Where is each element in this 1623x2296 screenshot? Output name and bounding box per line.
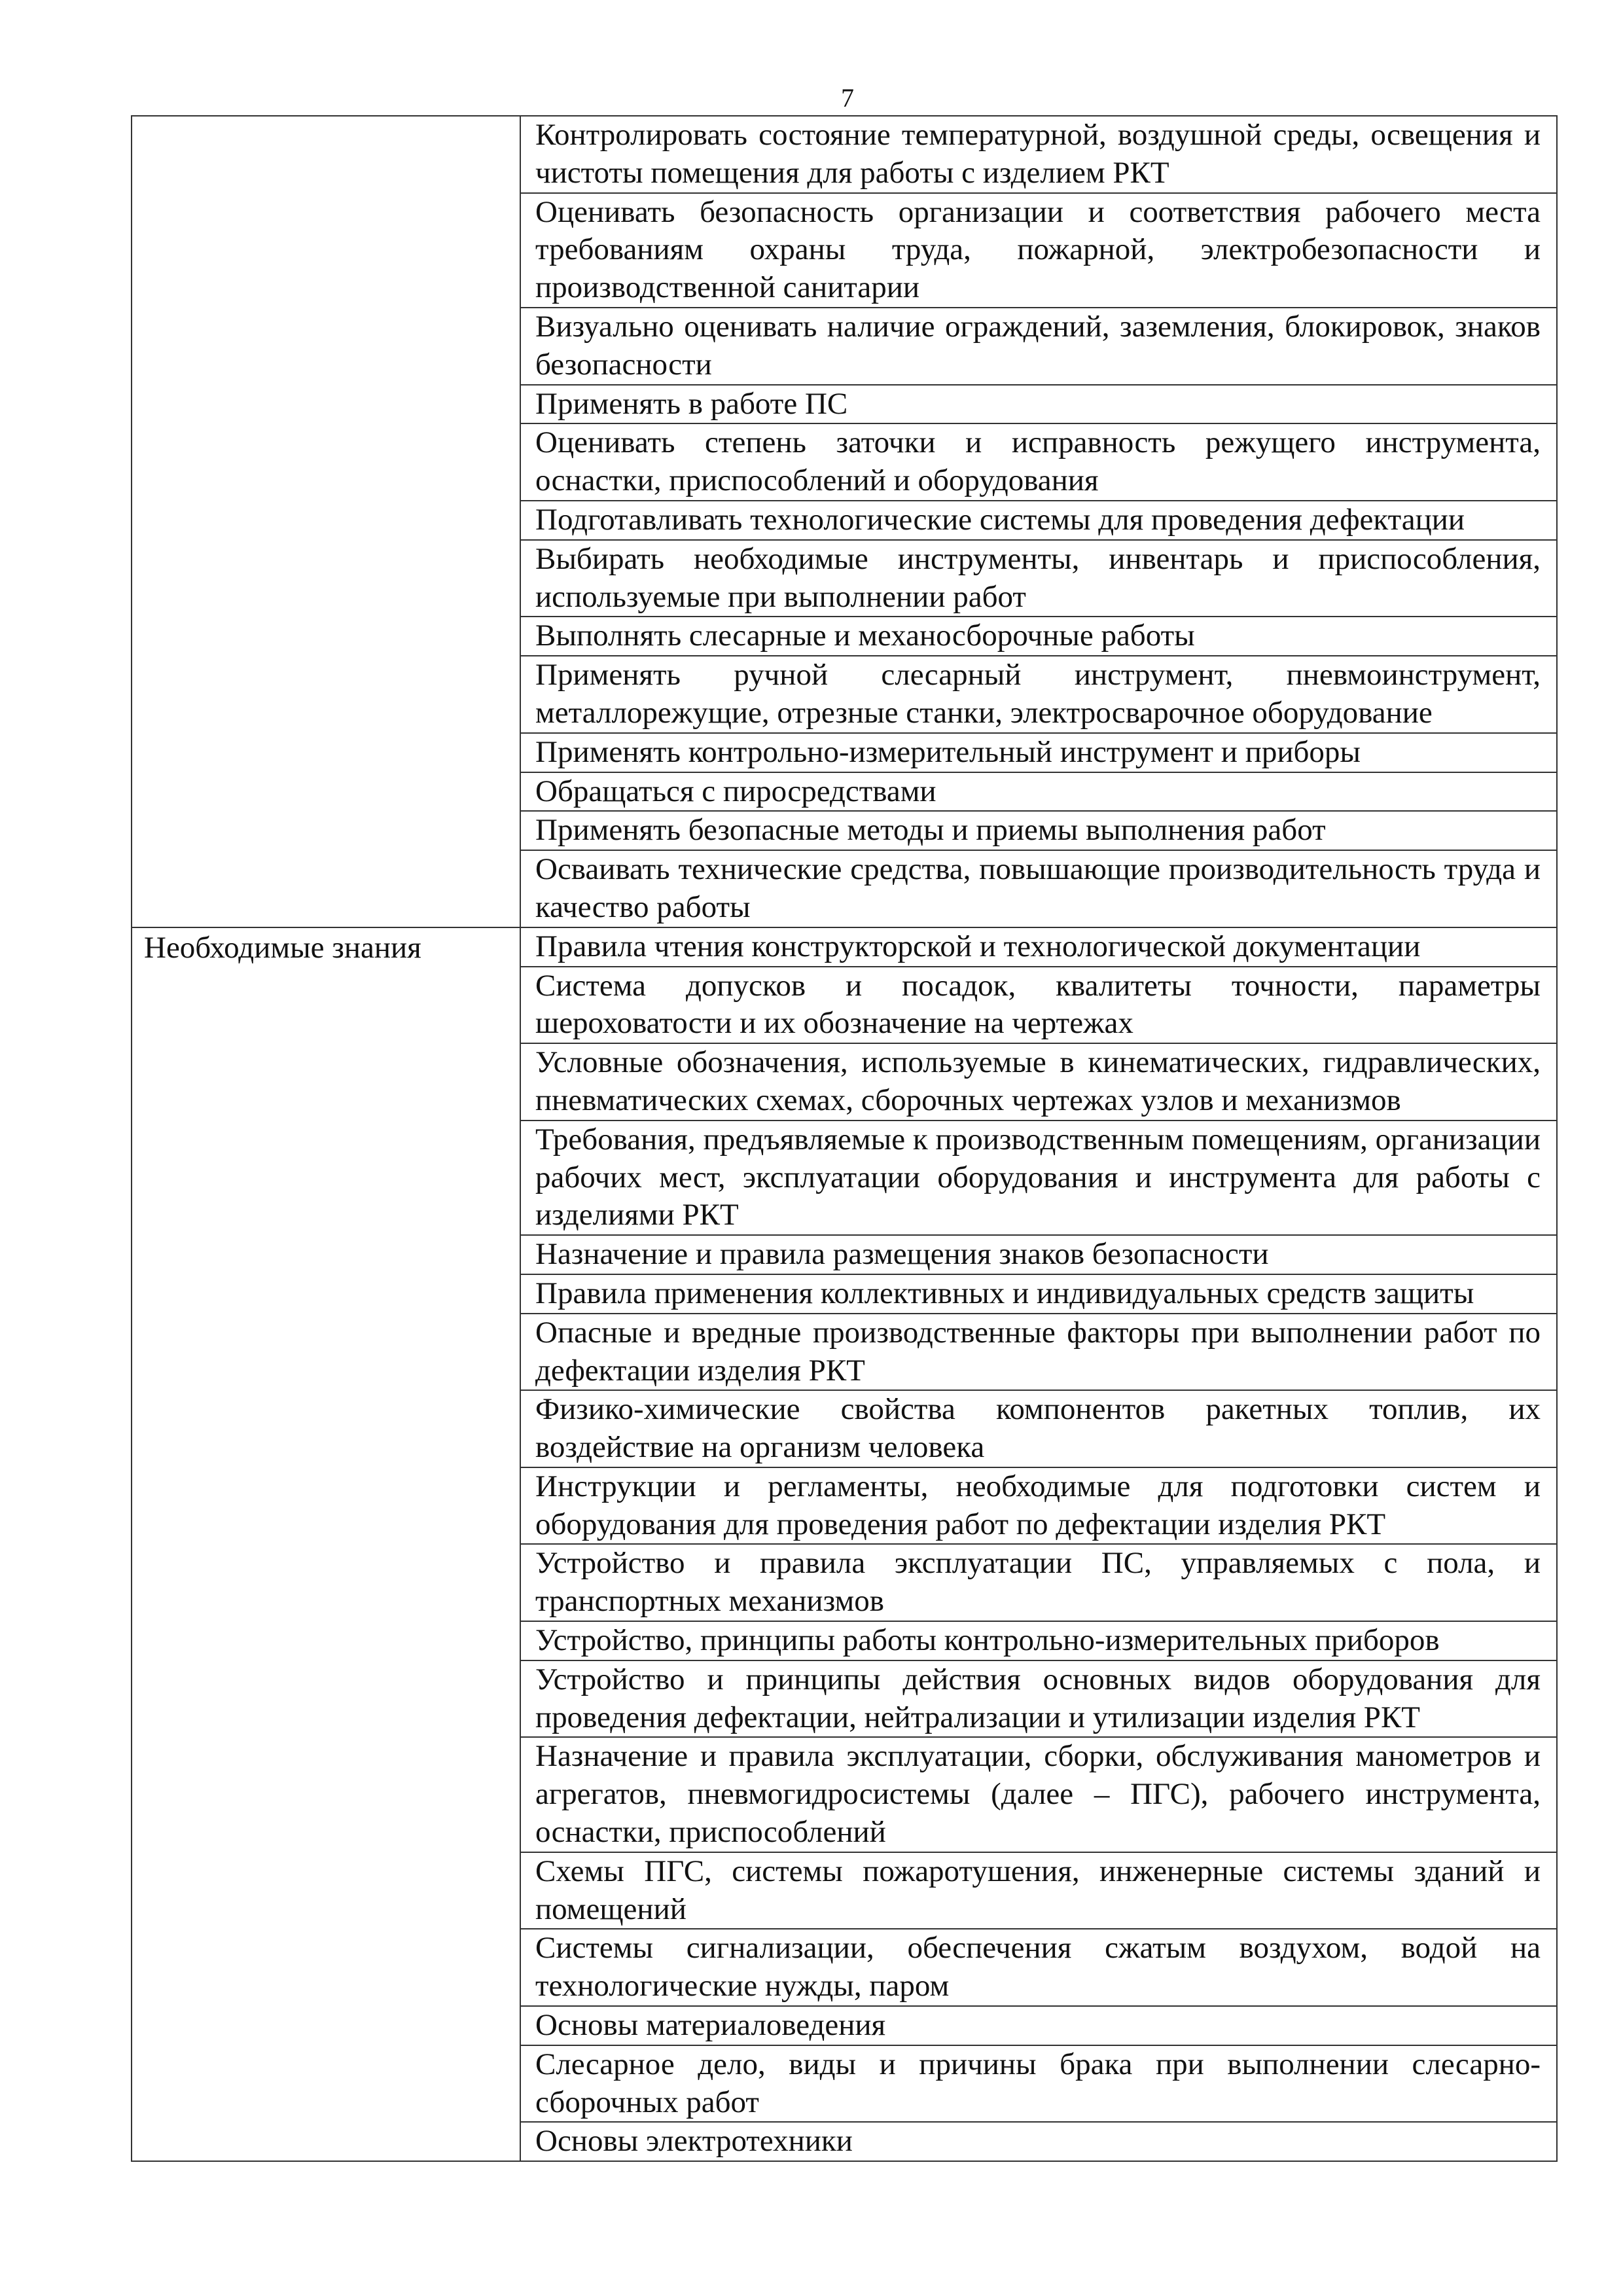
knowledge-item: Слесарное дело, виды и причины брака при выполнении слесарно-сборочных работ	[520, 2045, 1557, 2123]
skill-item: Обращаться с пиросредствами	[520, 772, 1557, 812]
knowledge-item: Опасные и вредные производственные факторы при выполнении работ по дефектации изделия РКТ	[520, 1314, 1557, 1391]
knowledge-item: Устройство и правила эксплуатации ПС, управляемых с пола, и транспортных механизмов	[520, 1544, 1557, 1621]
skill-item: Подготавливать технологические системы для проведения дефектации	[520, 501, 1557, 540]
knowledge-item: Системы сигнализации, обеспечения сжатым воздухом, водой на технологические нужды, паром	[520, 1929, 1557, 2006]
knowledge-item: Основы материаловедения	[520, 2006, 1557, 2045]
knowledge-item: Инструкции и регламенты, необходимые для подготовки систем и оборудования для проведения работ по дефектации изделия РКТ	[520, 1467, 1557, 1545]
skill-item: Применять в работе ПС	[520, 385, 1557, 424]
knowledge-label-cell: Необходимые знания	[132, 927, 520, 2162]
knowledge-item: Правила чтения конструкторской и технологической документации	[520, 927, 1557, 967]
skill-item: Применять контрольно-измерительный инструмент и приборы	[520, 733, 1557, 772]
requirements-table	[131, 115, 1558, 2162]
knowledge-item: Физико-химические свойства компонентов ракетных топлив, их воздействие на организм человека	[520, 1390, 1557, 1467]
knowledge-item: Устройство и принципы действия основных видов оборудования для проведения дефектации, нейтрализации и утилизации изделия РКТ	[520, 1660, 1557, 1738]
knowledge-item: Назначение и правила эксплуатации, сборки, обслуживания манометров и агрегатов, пневмогидросистемы (далее – ПГС), рабочего инструмента, оснастки, приспособлений	[520, 1737, 1557, 1852]
skill-item: Применять ручной слесарный инструмент, пневмоинструмент, металлорежущие, отрезные станки, электросварочное оборудование	[520, 656, 1557, 733]
skill-item: Выбирать необходимые инструменты, инвентарь и приспособления, используемые при выполнении работ	[520, 540, 1557, 617]
knowledge-item: Условные обозначения, используемые в кинематических, гидравлических, пневматических схемах, сборочных чертежах узлов и механизмов	[520, 1043, 1557, 1121]
skill-item: Осваивать технические средства, повышающие производительность труда и качество работы	[520, 850, 1557, 927]
skill-item: Визуально оценивать наличие ограждений, заземления, блокировок, знаков безопасности	[520, 308, 1557, 385]
knowledge-item: Требования, предъявляемые к производственным помещениям, организации рабочих мест, эксплуатации оборудования и инструмента для работы с изделиями РКТ	[520, 1121, 1557, 1235]
skill-item: Выполнять слесарные и механосборочные работы	[520, 617, 1557, 656]
knowledge-item: Основы электротехники	[520, 2122, 1557, 2161]
skill-item: Применять безопасные методы и приемы выполнения работ	[520, 811, 1557, 850]
table-row	[132, 927, 1557, 967]
knowledge-item: Устройство, принципы работы контрольно-измерительных приборов	[520, 1621, 1557, 1660]
skills-label-cell	[132, 116, 520, 927]
knowledge-item: Система допусков и посадок, квалитеты точности, параметры шероховатости и их обозначение на чертежах	[520, 967, 1557, 1044]
table-row	[132, 116, 1557, 193]
skill-item: Оценивать степень заточки и исправность режущего инструмента, оснастки, приспособлений и оборудования	[520, 423, 1557, 501]
knowledge-item: Назначение и правила размещения знаков безопасности	[520, 1235, 1557, 1274]
skill-item: Оценивать безопасность организации и соответствия рабочего места требованиям охраны труда, пожарной, электробезопасности и производственной санитарии	[520, 193, 1557, 308]
knowledge-item: Правила применения коллективных и индивидуальных средств защиты	[520, 1274, 1557, 1314]
page-number: 7	[841, 83, 854, 113]
skill-item: Контролировать состояние температурной, воздушной среды, освещения и чистоты помещения для работы с изделием РКТ	[520, 116, 1557, 193]
knowledge-item: Схемы ПГС, системы пожаротушения, инженерные системы зданий и помещений	[520, 1852, 1557, 1929]
